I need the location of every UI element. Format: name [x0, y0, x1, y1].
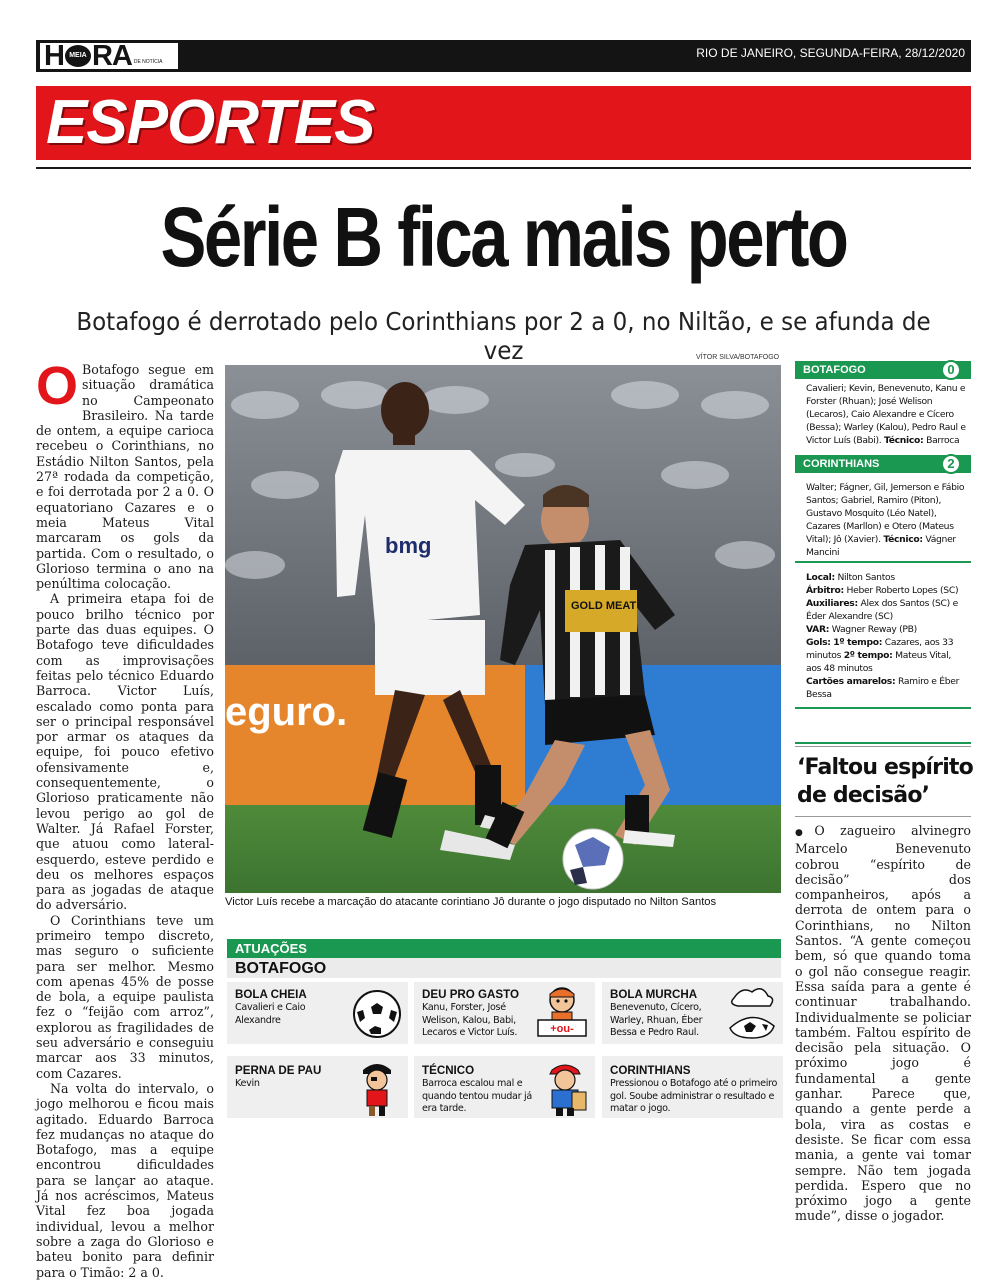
article-paragraph: Na volta do intervalo, o jogo melhorou e ficou mais agitado. Eduardo Barroca fez mudanças no ataque do Botafogo, mas a equipe encontrou dificuldades para se lançar ao ataque. Já nos acréscimos, Mateus Vital fez boa jogada individual, levou a melhor sobre a zaga do Glorioso e bateu bonito para definir para o Timão: 2 a 0. [36, 1080, 214, 1280]
performance-title: TÉCNICO [422, 1064, 475, 1077]
performance-team: BOTAFOGO [227, 958, 781, 978]
match-info-assistants [806, 597, 966, 623]
dropcap: O [36, 356, 79, 416]
quote-title: ‘Faltou espírito de decisão’ [797, 755, 973, 808]
performance-title: PERNA DE PAU [235, 1064, 322, 1077]
match-info-var [806, 623, 966, 636]
logo-text-right: RA [91, 40, 132, 72]
label: Auxiliares: [806, 598, 858, 609]
performance-cell [602, 982, 783, 1044]
team-name-away: CORINTHIANS [803, 458, 880, 470]
label: 2º tempo: [843, 650, 893, 661]
logo-circle: MEIA [65, 45, 91, 67]
coach-figure-icon [538, 1058, 592, 1118]
label: Local: [806, 572, 835, 583]
value: Mateus Vital, aos 48 minutos [806, 650, 951, 674]
performance-header: ATUAÇÕES [227, 939, 781, 958]
quote-body [795, 823, 971, 1224]
value: Wagner Reway (PB) [831, 624, 917, 635]
article-paragraph [36, 356, 214, 592]
label: Gols: [806, 637, 831, 648]
divider [795, 561, 971, 563]
performance-cell [414, 1056, 595, 1118]
label: VAR: [806, 624, 830, 635]
value: Heber Roberto Lopes (SC) [846, 585, 959, 596]
performance-cell [602, 1056, 783, 1118]
performance-title: BOLA MURCHA [610, 988, 698, 1001]
jersey-sponsor-right: GOLD MEAT [571, 600, 637, 612]
match-info-local [806, 571, 966, 584]
logo-text-left: H [44, 40, 64, 72]
lineup-home-players: Cavalieri; Kevin, Benevenuto, Kanu e Forster (Rhuan); José Welison (Lecaros), Caio Alexandre e Cícero (Bessa); Warley (Kalou), Pedro Raul e Victor Luís (Babi). [806, 383, 966, 446]
lineup-away-players: Walter; Fágner, Gil, Jemerson e Fábio Santos; Gabriel, Ramiro (Piton), Gustavo Mosquito (Léo Natel), Cazares (Marllon) e Otero (Mateus Vital); Jô (Xavier). [806, 482, 965, 545]
match-info-cards [806, 675, 966, 701]
coach-label-home: Técnico: [883, 435, 924, 446]
performance-text: Benevenuto, Cícero, Warley, Rhuan, Éber Bessa e Pedro Raul. [610, 1002, 703, 1038]
performance-text: Kevin [235, 1078, 260, 1089]
value: Nilton Santos [837, 572, 895, 583]
lineup-away [806, 481, 966, 559]
value: Cazares, aos 33 minutos [806, 637, 954, 661]
sign-text: +ou- [550, 1023, 574, 1035]
coach-away: Vágner Mancini [806, 534, 956, 558]
score-away: 2 [941, 454, 961, 474]
performance-cell [414, 982, 595, 1044]
label: Cartões amarelos: [806, 676, 896, 687]
quote-text: O zagueiro alvinegro Marcelo Benevenuto cobrou “espírito de decisão” dos companheiros, após a derrota de ontem para o Corinthians, no Nilton Santos. “A gente começou bem, só que quando toma o gol não consegue reagir. Essa saída para a gente é continuar trabalhando. Individualmente se policiar também. Faltou espírito de decisão pela situação. O próximo jogo é fundamental a gente ganhar. Parece que, quando a gente perde a bola, vira as costas e desiste. Se ficar com essa mania, a gente vai tomar sempre. Não tem jogada perdida. Espero que no próximo jogo a gente mude”, disse o jogador. [795, 823, 971, 1224]
logo-tagline: DE NOTÍCIA [133, 59, 163, 65]
article-body [36, 356, 214, 1280]
headline: Série B fica mais perto [160, 190, 847, 284]
performance-title: BOLA CHEIA [235, 988, 307, 1001]
deflated-ball-icon [724, 984, 780, 1042]
team-name-home: BOTAFOGO [803, 364, 866, 376]
subheadline: Botafogo é derrotado pelo Corinthians por 2 a 0, no Niltão, e se afunda de vez [76, 307, 931, 365]
performance-cell [227, 1056, 408, 1118]
divider [795, 816, 971, 817]
performance-text: Pressionou o Botafogo até o primeiro gol. Soube administrar o resultado e matar o jogo. [610, 1078, 778, 1114]
photo-caption: Victor Luís recebe a marcação do atacante corintiano Jô durante o jogo disputado no Nilton Santos [225, 896, 717, 908]
ad-board-text: eguro. [225, 690, 348, 734]
match-photo[interactable] [225, 365, 781, 893]
paragraph-text: Botafogo segue em situação dramática no Campeonato Brasileiro. Na tarde de ontem, a equipe carioca recebeu o Corinthians, no Estádio Nilton Santos, pela 27ª rodada da competição, e foi derrotada por 2 a 0. O equatoriano Cazares e o meia Mateus Vital marcaram os gols da partida. Com o resultado, o Glorioso termina o ano na penúltima colocação. [36, 362, 214, 592]
performance-text: Barroca escalou mal e quando tentou mudar já era tarde. [422, 1078, 532, 1114]
match-info-referee [806, 584, 966, 597]
score-home: 0 [941, 360, 961, 380]
divider [795, 707, 971, 709]
pirate-figure-icon [351, 1058, 403, 1118]
dateline: RIO DE JANEIRO, SEGUNDA-FEIRA, 28/12/2020 [696, 46, 965, 60]
divider [795, 742, 971, 744]
performance-text: Kanu, Forster, José Welison, Kalou, Babi, Lecaros e Victor Luís. [422, 1002, 518, 1038]
bullet-icon: ● [795, 828, 815, 838]
coach-home: Barroca [926, 435, 960, 446]
divider [795, 746, 971, 747]
performance-text: Cavalieri e Caio Alexandre [235, 1002, 306, 1026]
logo[interactable] [38, 41, 180, 71]
value: Alex dos Santos (SC) e Éder Alexandre (SC) [806, 598, 958, 622]
performance-title: CORINTHIANS [610, 1064, 691, 1077]
match-info-goals [806, 636, 966, 675]
divider [36, 167, 971, 169]
match-photo-illustration [225, 365, 781, 893]
label: 1º tempo: [833, 637, 883, 648]
value: Ramiro e Éber Bessa [806, 676, 960, 700]
match-info [806, 571, 966, 701]
article-paragraph: A primeira etapa foi de pouco brilho técnico por parte das duas equipes. O Botafogo teve dificuldades com as improvisações feitas pelo técnico Eduardo Barroca. Victor Luís, escalado como ponta para ser o principal responsável por armar os ataques da equipe, foi pouco efetivo ofensivamente e, consequentemente, o Glorioso praticamente não levou perigo ao gol de Walter. Já Rafael Forster, que atuou como lateral-esquerdo, esteve perdido e deu os melhores espaços para as jogadas de ataque do adversário. [36, 591, 214, 913]
coach-label-away: Técnico: [883, 534, 923, 545]
soccer-ball-icon [351, 988, 403, 1040]
performance-title: DEU PRO GASTO [422, 988, 520, 1001]
soccer-ball [563, 829, 623, 889]
lineup-home [806, 382, 966, 447]
article-paragraph: O Corinthians teve um primeiro tempo discreto, mas seguro o suficiente para ser melhor. Mesmo com apenas 45% de posse de bola, a equipe paulista fez o “feijão com arroz”, explorou as fragilidades de seu adversário e conseguiu marcar aos 33 minutos, com Cazares. [36, 912, 214, 1081]
jersey-sponsor-left: bmg [385, 533, 432, 558]
section-title: ESPORTES [46, 88, 375, 157]
label: Árbitro: [806, 585, 844, 596]
performance-cell [227, 982, 408, 1044]
photo-credit: VÍTOR SILVA/BOTAFOGO [696, 354, 780, 361]
plus-minus-figure-icon [534, 984, 590, 1042]
